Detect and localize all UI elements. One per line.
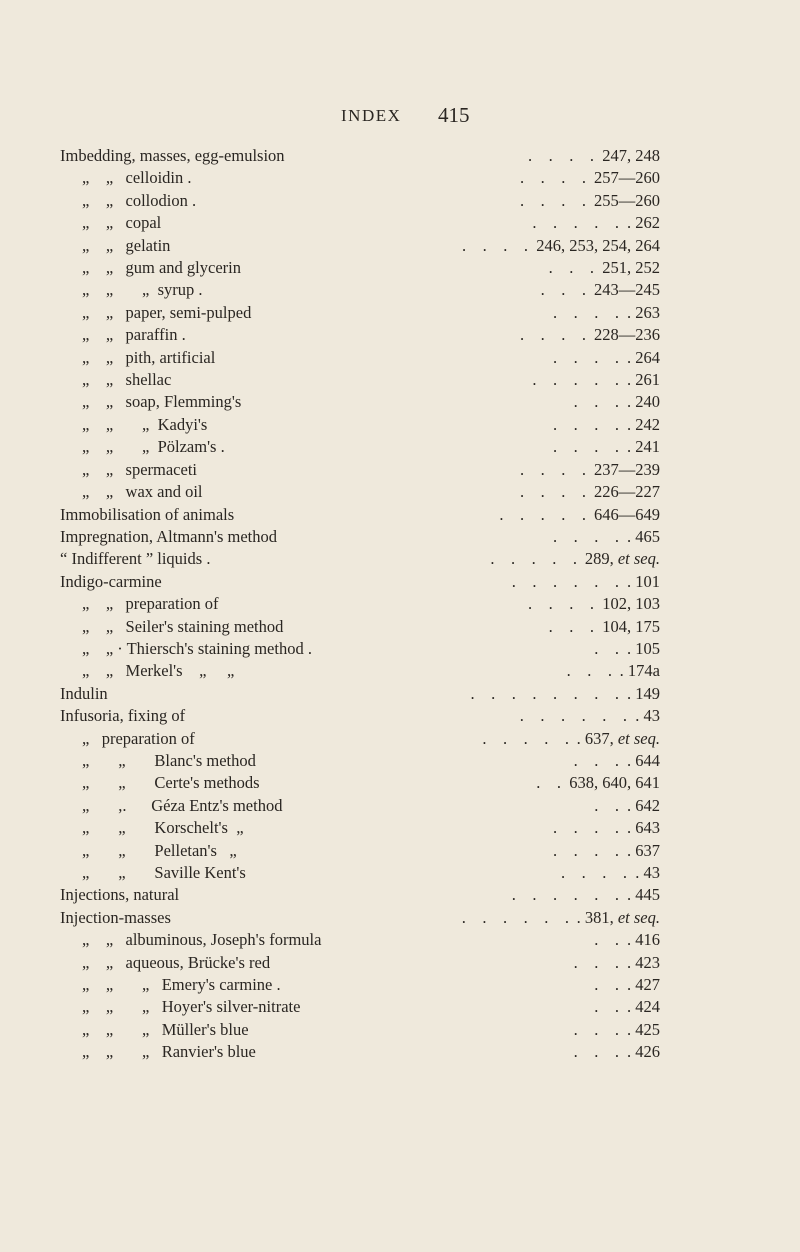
entry-heading: „ „ Seiler's staining method [82,616,284,636]
page-reference: . 426 [627,1042,660,1062]
page-reference: . 642 [627,795,660,815]
index-entry [0,415,800,437]
page-reference: . 105 [627,638,660,658]
leader-dots: . . . [573,750,619,770]
index-entries [0,146,800,1065]
index-entry [0,482,800,504]
entry-heading: „ „ pith, artificial [82,347,216,367]
entry-heading: „ „ paper, semi-pulped [82,302,252,322]
index-entry [0,527,800,549]
page-reference: 255—260 [594,190,660,210]
entry-heading: „ „ soap, Flemming's [82,392,242,412]
leader-dots: . . . . . . [511,885,619,905]
entry-heading: “ Indifferent ” liquids . [60,549,211,569]
page-reference: . 416 [627,930,660,950]
entry-heading: „ „ albuminous, Joseph's formula [82,930,322,950]
entry-heading: „ „ preparation of [82,594,219,614]
leader-dots: . . . . . . . . [470,683,619,703]
leader-dots: . . [594,997,619,1017]
page-reference: 251, 252 [602,258,660,278]
leader-dots: . . . [573,952,619,972]
entry-heading: Indigo-carmine [60,571,162,591]
page-reference: . 43 [635,706,660,726]
entry-heading: „ „ copal [82,213,162,233]
leader-dots: . . . [573,1019,619,1039]
page-reference: . 637 [627,840,660,860]
leader-dots: . . [594,930,619,950]
index-entry [0,975,800,997]
leader-dots: . . [536,773,561,793]
leader-dots: . . . . [553,437,619,457]
index-entry [0,146,800,168]
leader-dots: . . . . . [482,728,569,748]
leader-dots: . . . . [561,863,627,882]
page-reference: . 263 [627,302,660,322]
index-entry [0,661,800,683]
entry-heading: „ „ „ Ranvier's blue [82,1042,256,1062]
page-reference-number: . 381, [576,907,618,927]
leader-dots: . . . . [520,482,586,502]
index-entry [0,617,800,639]
page-reference: . 43 [635,863,660,882]
index-entry [0,505,800,527]
leader-dots: . . . . [528,594,594,614]
page-reference: 257—260 [594,168,660,188]
leader-dots: . . . [548,258,594,278]
entry-heading: „ „ „ Müller's blue [82,1019,249,1039]
page-reference [585,549,660,569]
index-entry [0,572,800,594]
page-reference-number: 289, [584,549,618,569]
index-entry [0,594,800,616]
index-entry [0,325,800,347]
page-reference: . 427 [627,975,660,995]
index-entry [0,460,800,482]
entry-heading: Infusoria, fixing of [60,706,186,726]
leader-dots: . . . [540,280,586,300]
index-entry [0,818,800,840]
page-reference: . 643 [627,818,660,838]
entry-heading: „ „ Korschelt's „ [82,818,244,838]
index-entry [0,348,800,370]
leader-dots: . . . . [462,235,528,255]
page-reference: . 149 [627,683,660,703]
index-entry [0,392,800,414]
entry-heading: „ „ aqueous, Brücke's red [82,952,271,972]
leader-dots: . . . [566,661,612,681]
leader-dots: . . . . . [532,370,619,390]
page-reference: 246, 253, 254, 264 [536,235,660,255]
leader-dots: . . . . . [490,549,577,569]
page-reference: . 423 [627,952,660,972]
index-entry [0,370,800,392]
entry-heading: Injection-masses [60,907,171,927]
index-entry [0,751,800,773]
leader-dots: . . . . [553,347,619,367]
page-reference: . 424 [627,997,660,1017]
page-reference: . 240 [627,392,660,412]
page-reference: 104, 175 [602,616,660,636]
index-entry [0,213,800,235]
entry-heading: „ „ collodion . [82,190,197,210]
page-reference: . 644 [627,750,660,770]
page-reference: . 261 [627,370,660,390]
leader-dots: . . . [573,1042,619,1062]
entry-heading: „ „ Saville Kent's [82,863,246,882]
et-seq-label: et seq. [617,907,660,927]
leader-dots: . . . . [553,818,619,838]
page-reference: . 242 [627,414,660,434]
index-entry [0,258,800,280]
page-reference: 102, 103 [602,594,660,614]
leader-dots: . . . . [528,146,594,165]
page-number: 415 [438,103,470,127]
index-entry [0,280,800,302]
leader-dots: . . [594,975,619,995]
leader-dots: . . . . . . [511,571,619,591]
index-entry [0,997,800,1019]
leader-dots: . . [594,795,619,815]
index-entry [0,303,800,325]
index-entry [0,1020,800,1042]
entry-heading: „ „ „ Pölzam's . [82,437,225,457]
leader-dots: . . . . . [499,504,586,524]
index-entry [0,684,800,706]
entry-heading: „ ,. Géza Entz's method [82,795,283,815]
page-header [0,103,800,130]
entry-heading: „ „ „ syrup . [82,280,203,300]
index-entry [0,1042,800,1064]
page-reference: 226—227 [594,482,660,502]
entry-heading: „ „ spermaceti [82,459,197,479]
entry-heading: Imbedding, masses, egg-emulsion [60,146,285,165]
entry-heading: „ „ celloidin . [82,168,192,188]
entry-heading: „ preparation of [82,728,195,748]
page-reference: . 241 [627,437,660,457]
entry-heading: Immobilisation of animals [60,504,235,524]
index-entry [0,796,800,818]
entry-heading: „ „ Merkel's „ „ [82,661,235,681]
leader-dots: . . . . [520,168,586,188]
entry-heading: „ „ Pelletan's „ [82,840,237,860]
entry-heading: „ „ Certe's methods [82,773,260,793]
leader-dots: . . . . [553,414,619,434]
et-seq-label: et seq. [617,728,660,748]
leader-dots: . . . . . . [461,907,569,927]
page-reference-number: . 637, [576,728,618,748]
index-entry [0,773,800,795]
index-entry [0,549,800,571]
entry-heading: „ „ · Thiersch's staining method . [82,638,312,658]
page-reference: . 425 [627,1019,660,1039]
page-reference: 247, 248 [602,146,660,165]
leader-dots: . . . . [520,459,586,479]
index-entry [0,841,800,863]
page-reference [577,729,660,749]
entry-heading: Injections, natural [60,885,180,905]
index-entry [0,706,800,728]
leader-dots: . . . . [553,302,619,322]
leader-dots: . . . [548,616,594,636]
leader-dots: . . . [573,392,619,412]
leader-dots: . . . . . . [519,706,627,726]
page-reference [577,908,660,928]
page-reference: 243—245 [594,280,660,300]
page-reference: 228—236 [594,325,660,345]
entry-heading: „ „ wax and oil [82,482,203,502]
page-reference: . 445 [627,885,660,905]
page-reference: . 174a [619,661,660,681]
index-entry [0,885,800,907]
entry-heading: „ „ „ Kadyi's [82,414,208,434]
index-entry [0,236,800,258]
entry-heading: „ „ shellac [82,370,172,390]
et-seq-label: et seq. [617,549,660,569]
leader-dots: . . . . [553,840,619,860]
index-entry [0,930,800,952]
index-entry [0,191,800,213]
entry-heading: „ „ Blanc's method [82,750,256,770]
index-entry [0,953,800,975]
page-reference: 638, 640, 641 [569,773,660,793]
page-reference: . 262 [627,213,660,233]
index-entry [0,863,800,885]
page-title: INDEX [341,106,402,125]
index-entry [0,639,800,661]
entry-heading: „ „ gum and glycerin [82,258,241,278]
leader-dots: . . [594,638,619,658]
page-reference: . 465 [627,526,660,546]
index-entry [0,168,800,190]
page-reference: . 264 [627,347,660,367]
index-entry [0,437,800,459]
entry-heading: „ „ gelatin [82,235,171,255]
page-reference: 646—649 [594,504,660,524]
entry-heading: Impregnation, Altmann's method [60,526,277,546]
entry-heading: „ „ „ Hoyer's silver-nitrate [82,997,301,1017]
page-reference: 237—239 [594,459,660,479]
entry-heading: „ „ „ Emery's carmine . [82,975,281,995]
leader-dots: . . . . . [532,213,619,233]
entry-heading: „ „ paraffin . [82,325,186,345]
page-reference: . 101 [627,571,660,591]
leader-dots: . . . . [553,526,619,546]
index-entry [0,908,800,930]
leader-dots: . . . . [520,325,586,345]
leader-dots: . . . . [520,190,586,210]
index-entry [0,729,800,751]
entry-heading: Indulin [60,683,108,703]
